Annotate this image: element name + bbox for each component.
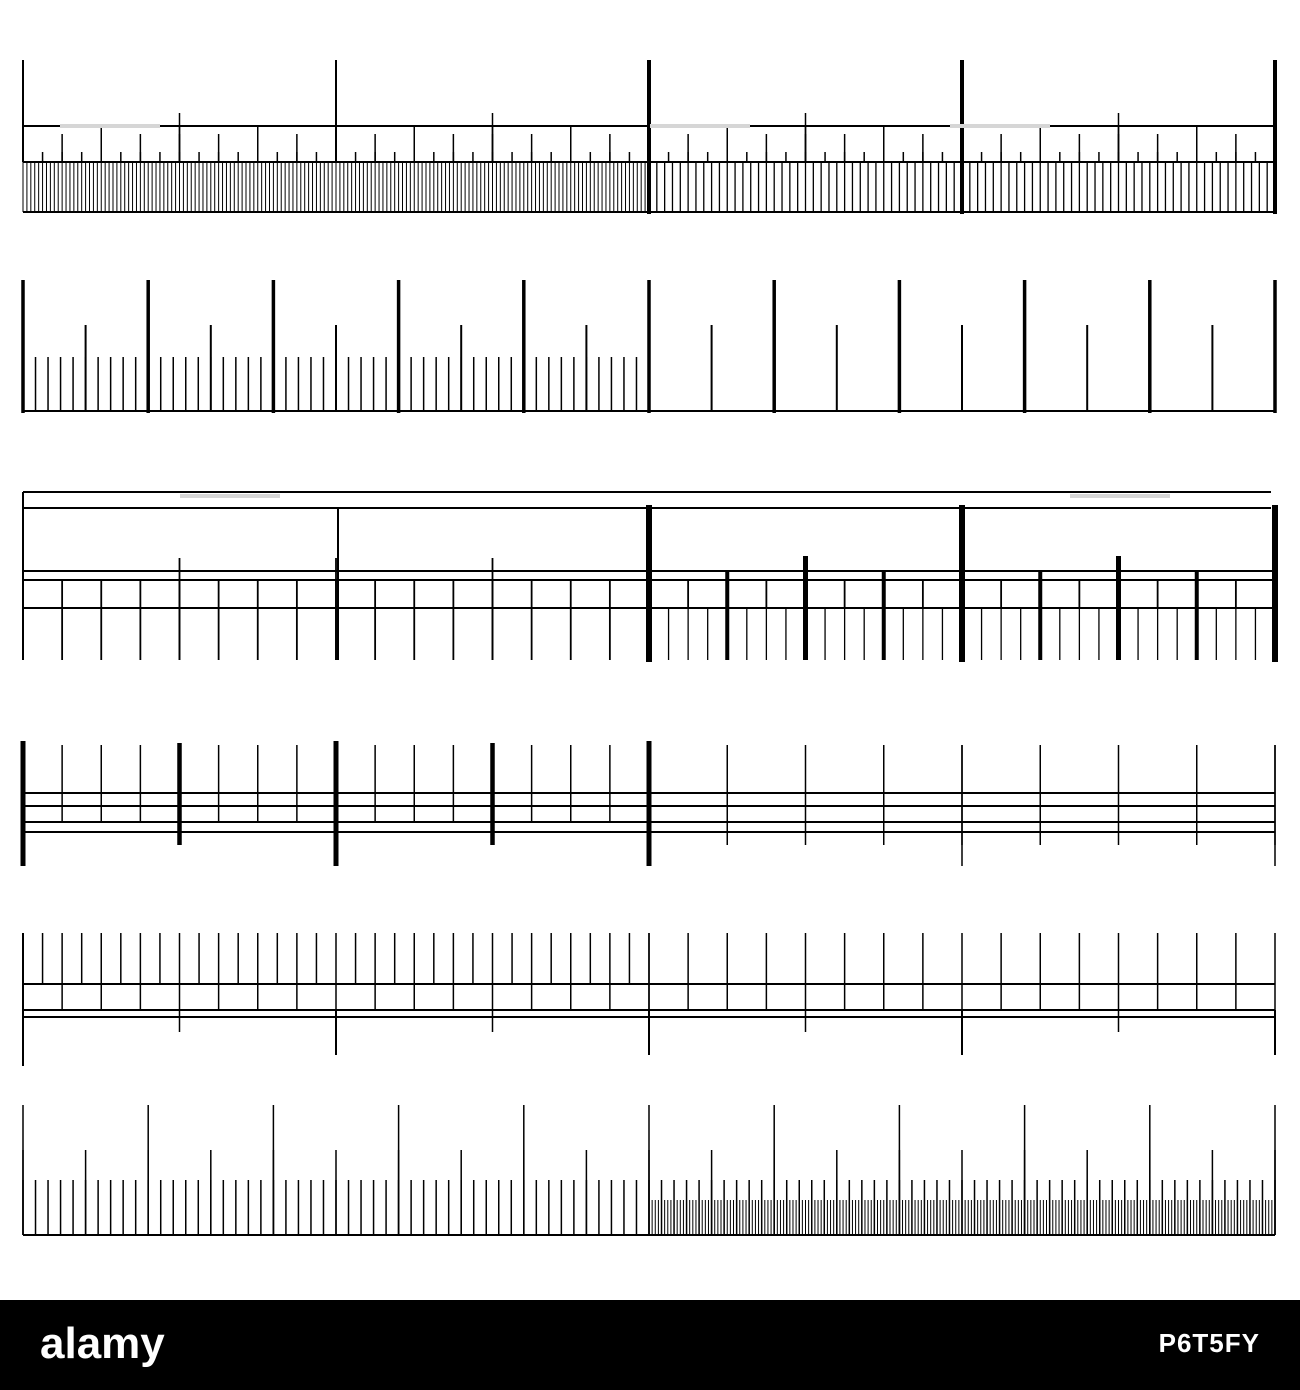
ruler-3 xyxy=(23,492,1275,662)
ruler-2 xyxy=(23,280,1275,413)
ruler-1 xyxy=(23,60,1275,214)
watermark-mark xyxy=(950,124,1050,128)
stock-photo-footer xyxy=(0,1300,1300,1390)
ruler-4 xyxy=(23,741,1275,866)
ruler-5 xyxy=(23,933,1275,1066)
watermark-mark xyxy=(180,494,280,498)
image-id: P6T5FY xyxy=(1158,1328,1260,1358)
alamy-logo-text: alamy xyxy=(40,1319,165,1368)
ruler-6 xyxy=(23,1105,1275,1235)
alamy-logo xyxy=(40,1310,170,1380)
watermark-mark xyxy=(60,124,160,128)
watermark-mark xyxy=(650,124,750,128)
watermark-mark xyxy=(1070,494,1170,498)
